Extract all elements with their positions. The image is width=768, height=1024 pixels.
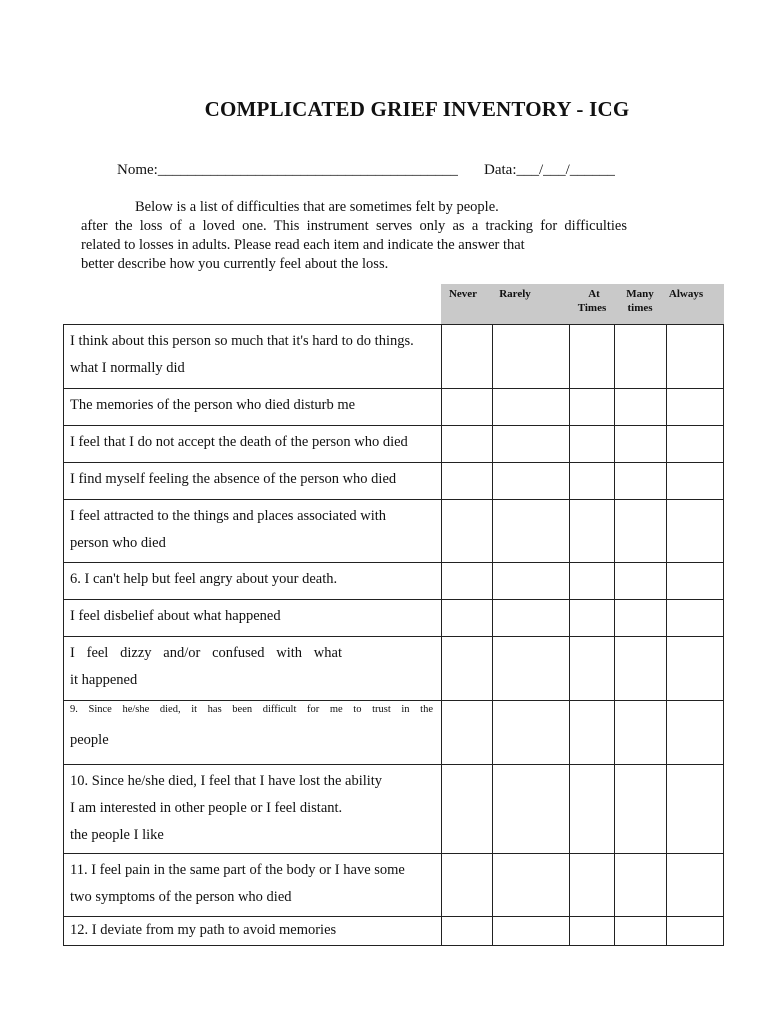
instructions [81,198,627,274]
table-row [64,600,724,637]
column-header-many-times: Many times [626,288,654,314]
answer-cell-many-times[interactable] [615,765,667,854]
answer-cell-always[interactable] [667,637,724,701]
answer-cell-at-times[interactable] [570,854,615,917]
table-row [64,463,724,500]
table-row [64,563,724,600]
question-cell: I feel attracted to the things and places associated with person who died [64,500,442,563]
answer-cell-never[interactable] [442,854,493,917]
table-row [64,325,724,389]
answer-cell-never[interactable] [442,389,493,426]
instructions-line: after the loss of a loved one. This instrument serves only as a tracking for difficulties [81,218,627,234]
question-cell: 9. Since he/she died, it has been difficult for me to trust in the people [64,701,442,765]
answer-cell-many-times[interactable] [615,917,667,946]
answer-cell-always[interactable] [667,389,724,426]
answer-cell-at-times[interactable] [570,389,615,426]
answer-cell-never[interactable] [442,600,493,637]
answer-cell-at-times[interactable] [570,637,615,701]
answer-cell-never[interactable] [442,500,493,563]
answer-cell-many-times[interactable] [615,500,667,563]
column-header-rarely: Rarely [499,288,531,300]
answer-cell-never[interactable] [442,701,493,765]
question-cell: I feel disbelief about what happened [64,600,442,637]
answer-cell-never[interactable] [442,765,493,854]
question-cell: 6. I can't help but feel angry about your death. [64,563,442,600]
table-row [64,765,724,854]
answer-cell-rarely[interactable] [493,325,570,389]
name-field[interactable]: Nome:________________________________________ [117,162,458,178]
answer-cell-at-times[interactable] [570,563,615,600]
question-cell: I feel dizzy and/or confused with what it happened [64,637,442,701]
answer-cell-rarely[interactable] [493,917,570,946]
question-cell: 12. I deviate from my path to avoid memories [64,917,442,946]
answer-cell-rarely[interactable] [493,389,570,426]
table-row [64,701,724,765]
instructions-line: related to losses in adults. Please read each item and indicate the answer that [81,237,525,253]
answer-cell-at-times[interactable] [570,701,615,765]
instructions-line: better describe how you currently feel about the loss. [81,256,389,272]
answer-cell-at-times[interactable] [570,917,615,946]
answer-cell-many-times[interactable] [615,701,667,765]
answer-cell-always[interactable] [667,701,724,765]
answer-cell-rarely[interactable] [493,765,570,854]
answer-cell-always[interactable] [667,917,724,946]
answer-cell-always[interactable] [667,600,724,637]
table-row [64,637,724,701]
question-cell: 11. I feel pain in the same part of the body or I have some two symptoms of the person who died [64,854,442,917]
answer-cell-many-times[interactable] [615,325,667,389]
answer-cell-never[interactable] [442,325,493,389]
column-header-always: Always [668,288,704,300]
answer-cell-many-times[interactable] [615,600,667,637]
answer-cell-always[interactable] [667,426,724,463]
answer-cell-always[interactable] [667,463,724,500]
column-header-at-times: At Times [577,288,607,314]
answer-cell-rarely[interactable] [493,463,570,500]
answer-cell-never[interactable] [442,917,493,946]
answer-cell-always[interactable] [667,325,724,389]
answer-cell-many-times[interactable] [615,426,667,463]
answer-cell-never[interactable] [442,637,493,701]
answer-cell-many-times[interactable] [615,637,667,701]
answer-cell-never[interactable] [442,463,493,500]
column-header-never: Never [448,288,478,300]
table-row [64,389,724,426]
answer-cell-rarely[interactable] [493,600,570,637]
answer-cell-never[interactable] [442,426,493,463]
answer-cell-rarely[interactable] [493,854,570,917]
answer-cell-always[interactable] [667,854,724,917]
question-cell: I find myself feeling the absence of the person who died [64,463,442,500]
grief-inventory-table [63,324,724,946]
answer-cell-rarely[interactable] [493,701,570,765]
table-row [64,500,724,563]
instructions-line: Below is a list of difficulties that are sometimes felt by people. [135,199,499,215]
answer-cell-rarely[interactable] [493,500,570,563]
answer-cell-at-times[interactable] [570,325,615,389]
answer-cell-at-times[interactable] [570,426,615,463]
answer-cell-many-times[interactable] [615,563,667,600]
table-row [64,917,724,946]
date-field[interactable]: Data:___/___/______ [484,162,615,178]
answer-cell-at-times[interactable] [570,500,615,563]
answer-cell-always[interactable] [667,500,724,563]
answer-cell-many-times[interactable] [615,463,667,500]
question-cell: The memories of the person who died disturb me [64,389,442,426]
table-row [64,854,724,917]
answer-cell-at-times[interactable] [570,463,615,500]
answer-cell-at-times[interactable] [570,765,615,854]
answer-cell-rarely[interactable] [493,637,570,701]
answer-cell-many-times[interactable] [615,854,667,917]
answer-cell-at-times[interactable] [570,600,615,637]
answer-cell-always[interactable] [667,765,724,854]
answer-cell-never[interactable] [442,563,493,600]
document-title: COMPLICATED GRIEF INVENTORY - ICG [204,97,630,121]
question-cell: 10. Since he/she died, I feel that I have lost the ability I am interested in other people or I feel distant. the people I like [64,765,442,854]
answer-cell-always[interactable] [667,563,724,600]
answer-cell-many-times[interactable] [615,389,667,426]
answer-cell-rarely[interactable] [493,563,570,600]
question-cell: I think about this person so much that it's hard to do things. what I normally did [64,325,442,389]
question-cell: I feel that I do not accept the death of the person who died [64,426,442,463]
answer-cell-rarely[interactable] [493,426,570,463]
table-row [64,426,724,463]
